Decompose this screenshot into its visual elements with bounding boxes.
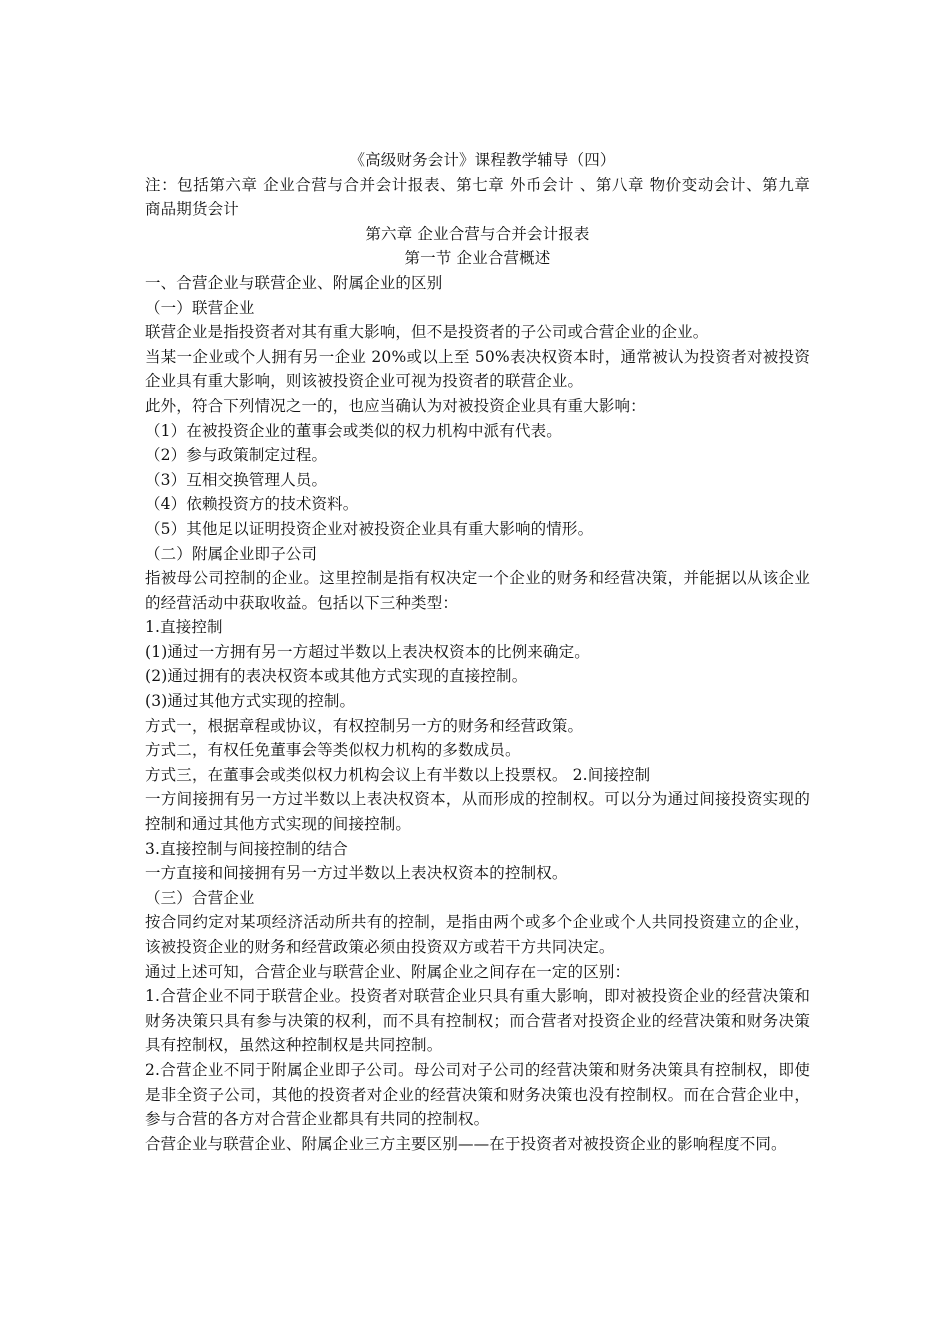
paragraph: 1.合营企业不同于联营企业。投资者对联营企业只具有重大影响，即对被投资企业的经营决策和财务决策只具有参与决策的权利，而不具有控制权；而合营者对投资企业的经营决策和财务决策具有控制权，虽然这种控制权是共同控制。 <box>145 987 810 1055</box>
paragraph: 一方间接拥有另一方过半数以上表决权资本，从而形成的控制权。可以分为通过间接投资实现的控制和通过其他方式实现的间接控制。 <box>145 790 810 834</box>
subheading-subsidiary: （二）附属企业即子公司 <box>145 544 318 563</box>
list-item: (3)通过其他方式实现的控制。 <box>145 692 356 711</box>
paragraph: 指被母公司控制的企业。这里控制是指有权决定一个企业的财务和经营决策，并能据以从该企业的经营活动中获取收益。包括以下三种类型： <box>145 569 810 612</box>
paragraph: 方式三，在董事会或类似权力机构会议上有半数以上投票权。 2.间接控制 <box>145 765 651 784</box>
chapter-title: 第六章 企业合营与合并会计报表 <box>365 224 590 243</box>
document-page <box>145 148 810 1156</box>
section-title: 第一节 企业合营概述 <box>404 249 551 268</box>
list-item: （1）在被投资企业的董事会或类似的权力机构中派有代表。 <box>145 421 562 440</box>
paragraph: 当某一企业或个人拥有另一企业 20%或以上至 50%表决权资本时，通常被认为投资者对被投资企业具有重大影响，则该被投资企业可视为投资者的联营企业。 <box>145 347 810 391</box>
document-note: 注：包括第六章 企业合营与合并会计报表、第七章 外币会计 、第八章 物价变动会计、第九章 商品期货会计 <box>145 175 810 219</box>
list-item: （2）参与政策制定过程。 <box>145 446 328 465</box>
paragraph: 一方直接和间接拥有另一方过半数以上表决权资本的控制权。 <box>145 864 568 883</box>
paragraph: 通过上述可知，合营企业与联营企业、附属企业之间存在一定的区别： <box>145 962 631 981</box>
paragraph: 方式二，有权任免董事会等类似权力机构的多数成员。 <box>145 741 521 760</box>
paragraph: 此外，符合下列情况之一的，也应当确认为对被投资企业具有重大影响： <box>145 396 646 415</box>
list-item: (1)通过一方拥有另一方超过半数以上表决权资本的比例来确定。 <box>145 642 590 661</box>
list-item: （5）其他足以证明投资企业对被投资企业具有重大影响的情形。 <box>145 519 594 538</box>
list-item: （3）互相交换管理人员。 <box>145 470 328 489</box>
heading-distinction: 一、合营企业与联营企业、附属企业的区别 <box>145 273 443 292</box>
list-item: （4）依赖投资方的技术资料。 <box>145 495 359 514</box>
paragraph: 合营企业与联营企业、附属企业三方主要区别——在于投资者对被投资企业的影响程度不同。 <box>145 1134 787 1153</box>
paragraph: 2.合营企业不同于附属企业即子公司。母公司对子公司的经营决策和财务决策具有控制权，即使是非全资子公司，其他的投资者对企业的经营决策和财务决策也没有控制权。而在合营企业中，参与合营的各方对合营企业都具有共同的控制权。 <box>145 1060 810 1129</box>
subheading-joint-venture: （三）合营企业 <box>145 888 255 907</box>
paragraph: 方式一，根据章程或协议，有权控制另一方的财务和经营政策。 <box>145 716 584 735</box>
subheading-combined-control: 3.直接控制与间接控制的结合 <box>145 839 348 858</box>
subheading-associate: （一）联营企业 <box>145 298 255 317</box>
paragraph: 按合同约定对某项经济活动所共有的控制，是指由两个或多个企业或个人共同投资建立的企业，该被投资企业的财务和经营政策必须由投资双方或若干方共同决定。 <box>145 913 810 956</box>
document-title: 《高级财务会计》课程教学辅导（四） <box>349 151 616 169</box>
subheading-direct-control: 1.直接控制 <box>145 618 223 637</box>
list-item: (2)通过拥有的表决权资本或其他方式实现的直接控制。 <box>145 667 528 686</box>
paragraph: 联营企业是指投资者对其有重大影响，但不是投资者的子公司或合营企业的企业。 <box>145 323 709 342</box>
